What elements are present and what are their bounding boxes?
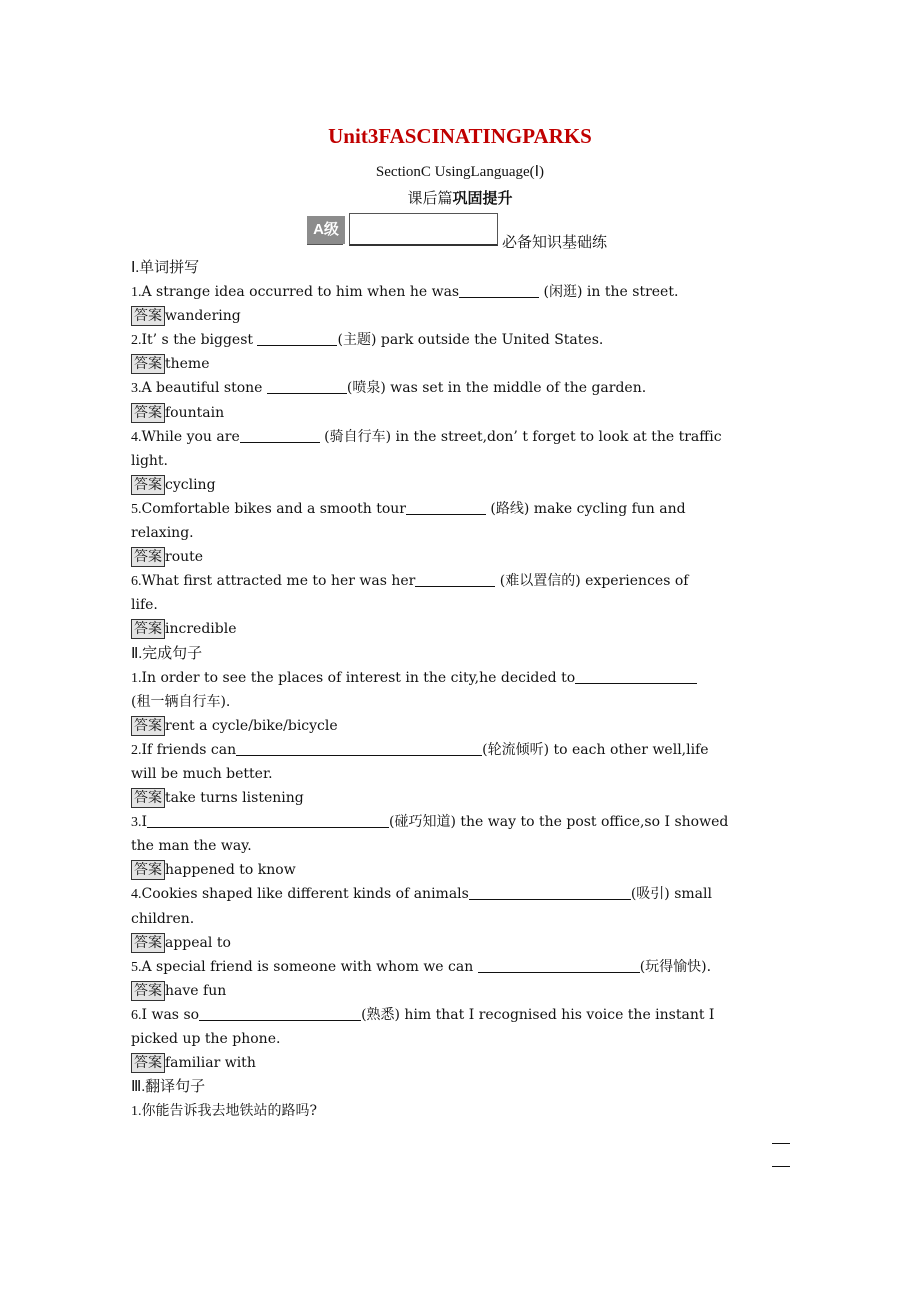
answer-label: 答案 — [131, 547, 165, 567]
answer-text: have fun — [165, 982, 227, 999]
answer-label: 答案 — [131, 403, 165, 423]
answer-row — [131, 1051, 851, 1075]
answer-line — [772, 1143, 790, 1144]
question: 1.你能告诉我去地铁站的路吗? — [131, 1103, 318, 1120]
answer-row — [131, 401, 851, 425]
answer-line — [772, 1166, 790, 1167]
answer-blank — [240, 427, 320, 443]
answer-label: 答案 — [131, 981, 165, 1001]
question: 5.A special friend is someone with whom we can (玩得愉快). — [131, 958, 712, 975]
answer-text: incredible — [165, 621, 237, 638]
answer-blank — [575, 668, 697, 684]
question: 2.If friends can (轮流倾听) to each other well,life — [131, 741, 709, 758]
answer-label: 答案 — [131, 788, 165, 808]
question-continued: relaxing. — [131, 525, 194, 542]
question-continued: light. — [131, 452, 169, 469]
question-continued: life. — [131, 597, 158, 614]
subtitle-plain: 课后篇 — [407, 191, 453, 207]
unit-title: Unit3FASCINATINGPARKS — [328, 124, 592, 148]
answer-row — [131, 714, 851, 738]
answer-label: 答案 — [131, 619, 165, 639]
answer-label: 答案 — [131, 716, 165, 736]
answer-blank — [236, 740, 482, 756]
question: 6.I was so (熟悉) him that I recognised his voice the instant I — [131, 1006, 715, 1023]
answer-blank — [267, 378, 347, 394]
answer-text: rent a cycle/bike/bicycle — [165, 717, 338, 734]
answer-row — [131, 931, 851, 955]
answer-label: 答案 — [131, 306, 165, 326]
question: 4.While you are (骑自行车) in the street,don’ t forget to look at the traffic — [131, 428, 722, 445]
question-continued: picked up the phone. — [131, 1031, 281, 1047]
answer-row — [131, 858, 851, 882]
answer-text: wandering — [165, 308, 241, 325]
answer-row — [131, 304, 851, 328]
answer-text: cycling — [165, 476, 216, 493]
question: 1.In order to see the places of interest in the city,he decided to — [131, 666, 851, 690]
question-continued: children. — [131, 910, 195, 927]
answer-blank — [199, 1005, 361, 1021]
answer-row — [131, 352, 851, 376]
question: 4.Cookies shaped like different kinds of animals (吸引) small — [131, 886, 712, 903]
answer-blank — [469, 884, 631, 900]
question: 6.What first attracted me to her was her (难以置信的) experiences of — [131, 573, 689, 590]
answer-label: 答案 — [131, 1053, 165, 1073]
answer-text: fountain — [165, 404, 225, 421]
answer-blank — [459, 282, 539, 298]
question: 3.A beautiful stone (喷泉) was set in the middle of the garden. — [131, 380, 647, 397]
question-continued: will be much better. — [131, 765, 273, 782]
answer-text: happened to know — [165, 862, 296, 879]
level-tag: A级 — [307, 216, 345, 244]
question: 3.I (碰巧知道) the way to the post office,so I showed — [131, 814, 729, 831]
answer-row — [131, 473, 851, 497]
answer-label: 答案 — [131, 860, 165, 880]
answer-row — [131, 786, 851, 810]
answer-blank — [415, 571, 495, 587]
answer-text: appeal to — [165, 934, 231, 951]
answer-label: 答案 — [131, 933, 165, 953]
answer-row — [131, 617, 851, 641]
answer-text: route — [165, 549, 204, 566]
part3-heading: Ⅲ.翻译句子 — [131, 1079, 206, 1096]
answer-label: 答案 — [131, 475, 165, 495]
answer-blank — [478, 957, 640, 973]
answer-text: theme — [165, 356, 210, 373]
subtitle — [0, 187, 920, 208]
part2-heading: Ⅱ.完成句子 — [131, 645, 203, 662]
level-label: 必备知识基础练 — [502, 235, 608, 251]
answer-row — [131, 545, 851, 569]
question: 2.It’ s the biggest (主题) park outside the United States. — [131, 332, 604, 349]
answer-text: take turns listening — [165, 790, 304, 807]
question-continued: (租一辆自行车). — [131, 693, 231, 710]
subtitle-bold: 巩固提升 — [452, 191, 513, 207]
question: 5.Comfortable bikes and a smooth tour (路线) make cycling fun and — [131, 500, 686, 517]
answer-text: familiar with — [165, 1055, 256, 1072]
answer-row — [131, 979, 851, 1003]
section-title: SectionC UsingLanguage(Ⅰ) — [375, 164, 545, 180]
answer-blank — [257, 330, 337, 346]
answer-blank — [406, 499, 486, 515]
part1-heading: Ⅰ.单词拼写 — [131, 260, 200, 276]
answer-label: 答案 — [131, 354, 165, 374]
exercise-content — [131, 256, 851, 1123]
question: 1.A strange idea occurred to him when he was (闲逛) in the street. — [131, 284, 679, 301]
level-box — [349, 213, 498, 246]
answer-blank — [147, 812, 389, 828]
question-continued: the man the way. — [131, 838, 252, 855]
